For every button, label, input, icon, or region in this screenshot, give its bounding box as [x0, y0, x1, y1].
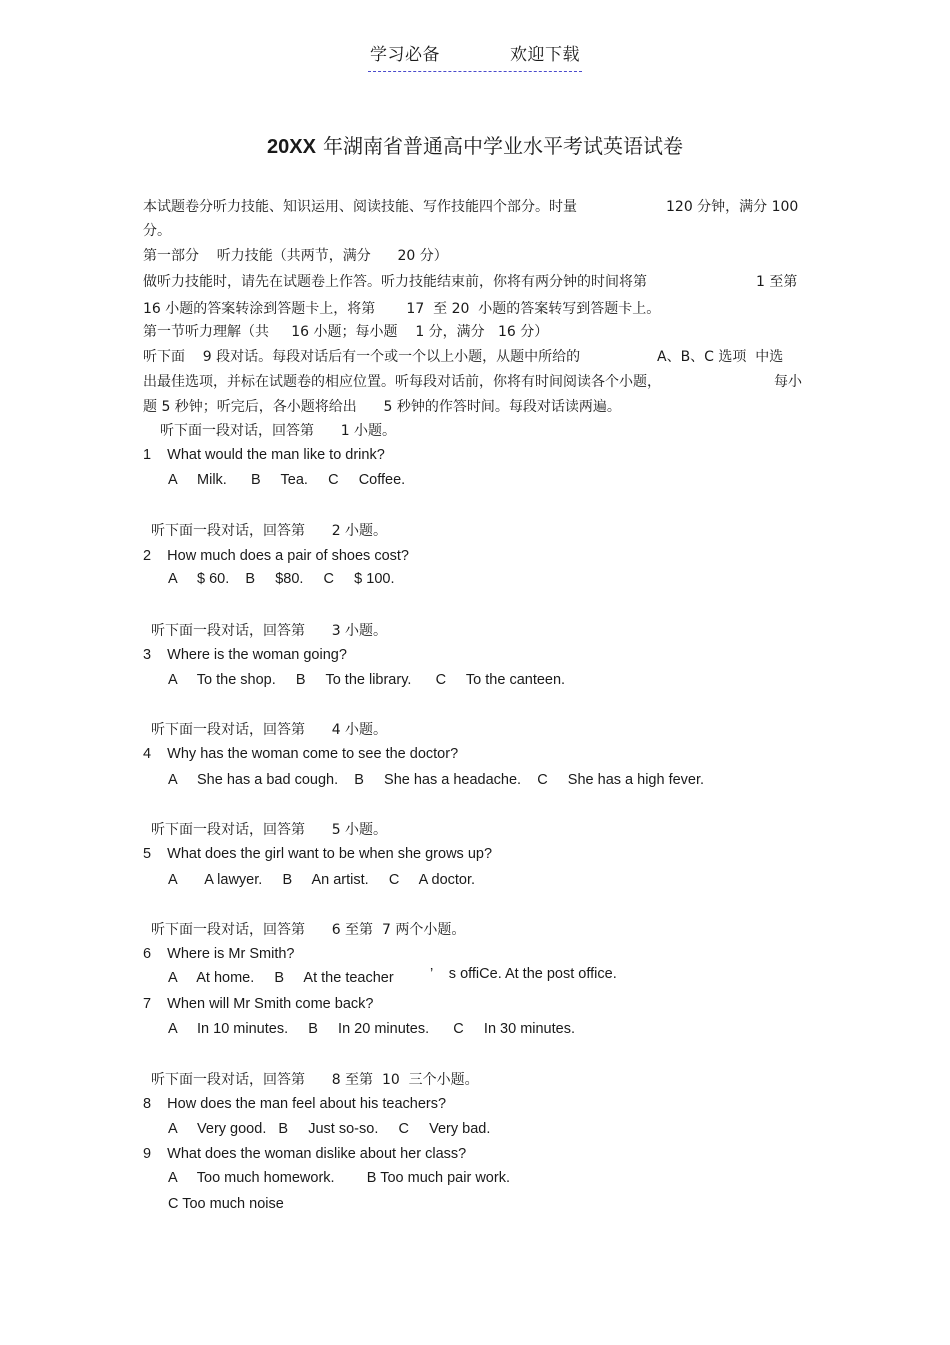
- header-right-text: 欢迎下载: [510, 45, 580, 65]
- section-one-heading: 第一节听力理解（共 16 小题；每小题 1 分，满分 16 分）: [143, 324, 549, 340]
- question-7-options: A In 10 minutes. B In 20 minutes. C In 30 minutes.: [168, 1021, 575, 1037]
- intro-line-2: 分。: [143, 223, 171, 239]
- instruction-line-5: 题 5 秒钟；听完后，各小题将给出 5 秒钟的作答时间。每段对话读两遍。: [143, 399, 621, 415]
- question-8-options: A Very good. B Just so-so. C Very bad.: [168, 1121, 491, 1137]
- dialog-prompt: 听下面一段对话，回答第 4 小题。: [151, 722, 388, 738]
- question-9: 9 What does the woman dislike about her class?: [143, 1146, 467, 1162]
- intro-line-1: 本试题卷分听力技能、知识运用、阅读技能、写作技能四个部分。时量: [143, 199, 577, 215]
- question-2: 2 How much does a pair of shoes cost?: [143, 548, 409, 564]
- question-3-options: A To the shop. B To the library. C To the canteen.: [168, 672, 566, 688]
- instruction-line-1: 做听力技能时，请先在试题卷上作答。听力技能结束前，你将有两分钟的时间将第: [143, 274, 647, 290]
- question-3: 3 Where is the woman going?: [143, 647, 347, 663]
- instruction-line-4-right: 每小: [774, 374, 802, 390]
- question-1: 1 What would the man like to drink?: [143, 447, 385, 463]
- intro-line-1-right: 120 分钟，满分 100: [666, 199, 799, 215]
- dialog-prompt: 听下面一段对话，回答第 8 至第 10 三个小题。: [151, 1072, 479, 1088]
- dialog-prompt: 听下面一段对话，回答第 5 小题。: [151, 822, 388, 838]
- question-2-options: A $ 60. B $80. C $ 100.: [168, 571, 395, 587]
- title-year: 20XX: [267, 136, 316, 158]
- instruction-line-3: 听下面 9 段对话。每段对话后有一个或一个以上小题，从题中所给的: [143, 349, 581, 365]
- question-7: 7 When will Mr Smith come back?: [143, 996, 374, 1012]
- question-8: 8 How does the man feel about his teachers?: [143, 1096, 447, 1112]
- question-4-options: A She has a bad cough. B She has a headache. C She has a high fever.: [168, 772, 705, 788]
- question-5: 5 What does the girl want to be when she grows up?: [143, 846, 493, 862]
- title-text: 年湖南省普通高中学业水平考试英语试卷: [322, 134, 683, 158]
- question-6-options: A At home. B At the teacher: [168, 970, 394, 986]
- page-header: [0, 40, 950, 72]
- dialog-prompt: 听下面一段对话，回答第 2 小题。: [151, 523, 388, 539]
- part-one-heading: 第一部分 听力技能（共两节，满分 20 分）: [143, 248, 448, 264]
- question-6: 6 Where is Mr Smith?: [143, 946, 295, 962]
- dialog-prompt: 听下面一段对话，回答第 1 小题。: [160, 423, 397, 439]
- question-9-options: A Too much homework. B Too much pair work.: [168, 1170, 510, 1186]
- question-4: 4 Why has the woman come to see the doctor?: [143, 746, 459, 762]
- question-6-options-tail: ’ s offiCe. At the post office.: [430, 966, 617, 982]
- instruction-line-3-right: A、B、C 选项 中选: [657, 349, 784, 365]
- dialog-prompt: 听下面一段对话，回答第 3 小题。: [151, 623, 388, 639]
- question-1-options: A Milk. B Tea. C Coffee.: [168, 472, 406, 488]
- instruction-line-2: 16 小题的答案转涂到答题卡上，将第 17 至 20 小题的答案转写到答题卡上。: [143, 301, 661, 317]
- instruction-line-4: 出最佳选项，并标在试题卷的相应位置。听每段对话前，你将有时间阅读各个小题，: [143, 374, 661, 390]
- question-5-options: A A lawyer. B An artist. C A doctor.: [168, 872, 476, 888]
- question-9-options-line-2: C Too much noise: [168, 1196, 284, 1212]
- dialog-prompt: 听下面一段对话，回答第 6 至第 7 两个小题。: [151, 922, 466, 938]
- page-title: [0, 130, 950, 159]
- instruction-line-1-right: 1 至第: [756, 274, 798, 290]
- header-left-text: 学习必备: [370, 45, 440, 65]
